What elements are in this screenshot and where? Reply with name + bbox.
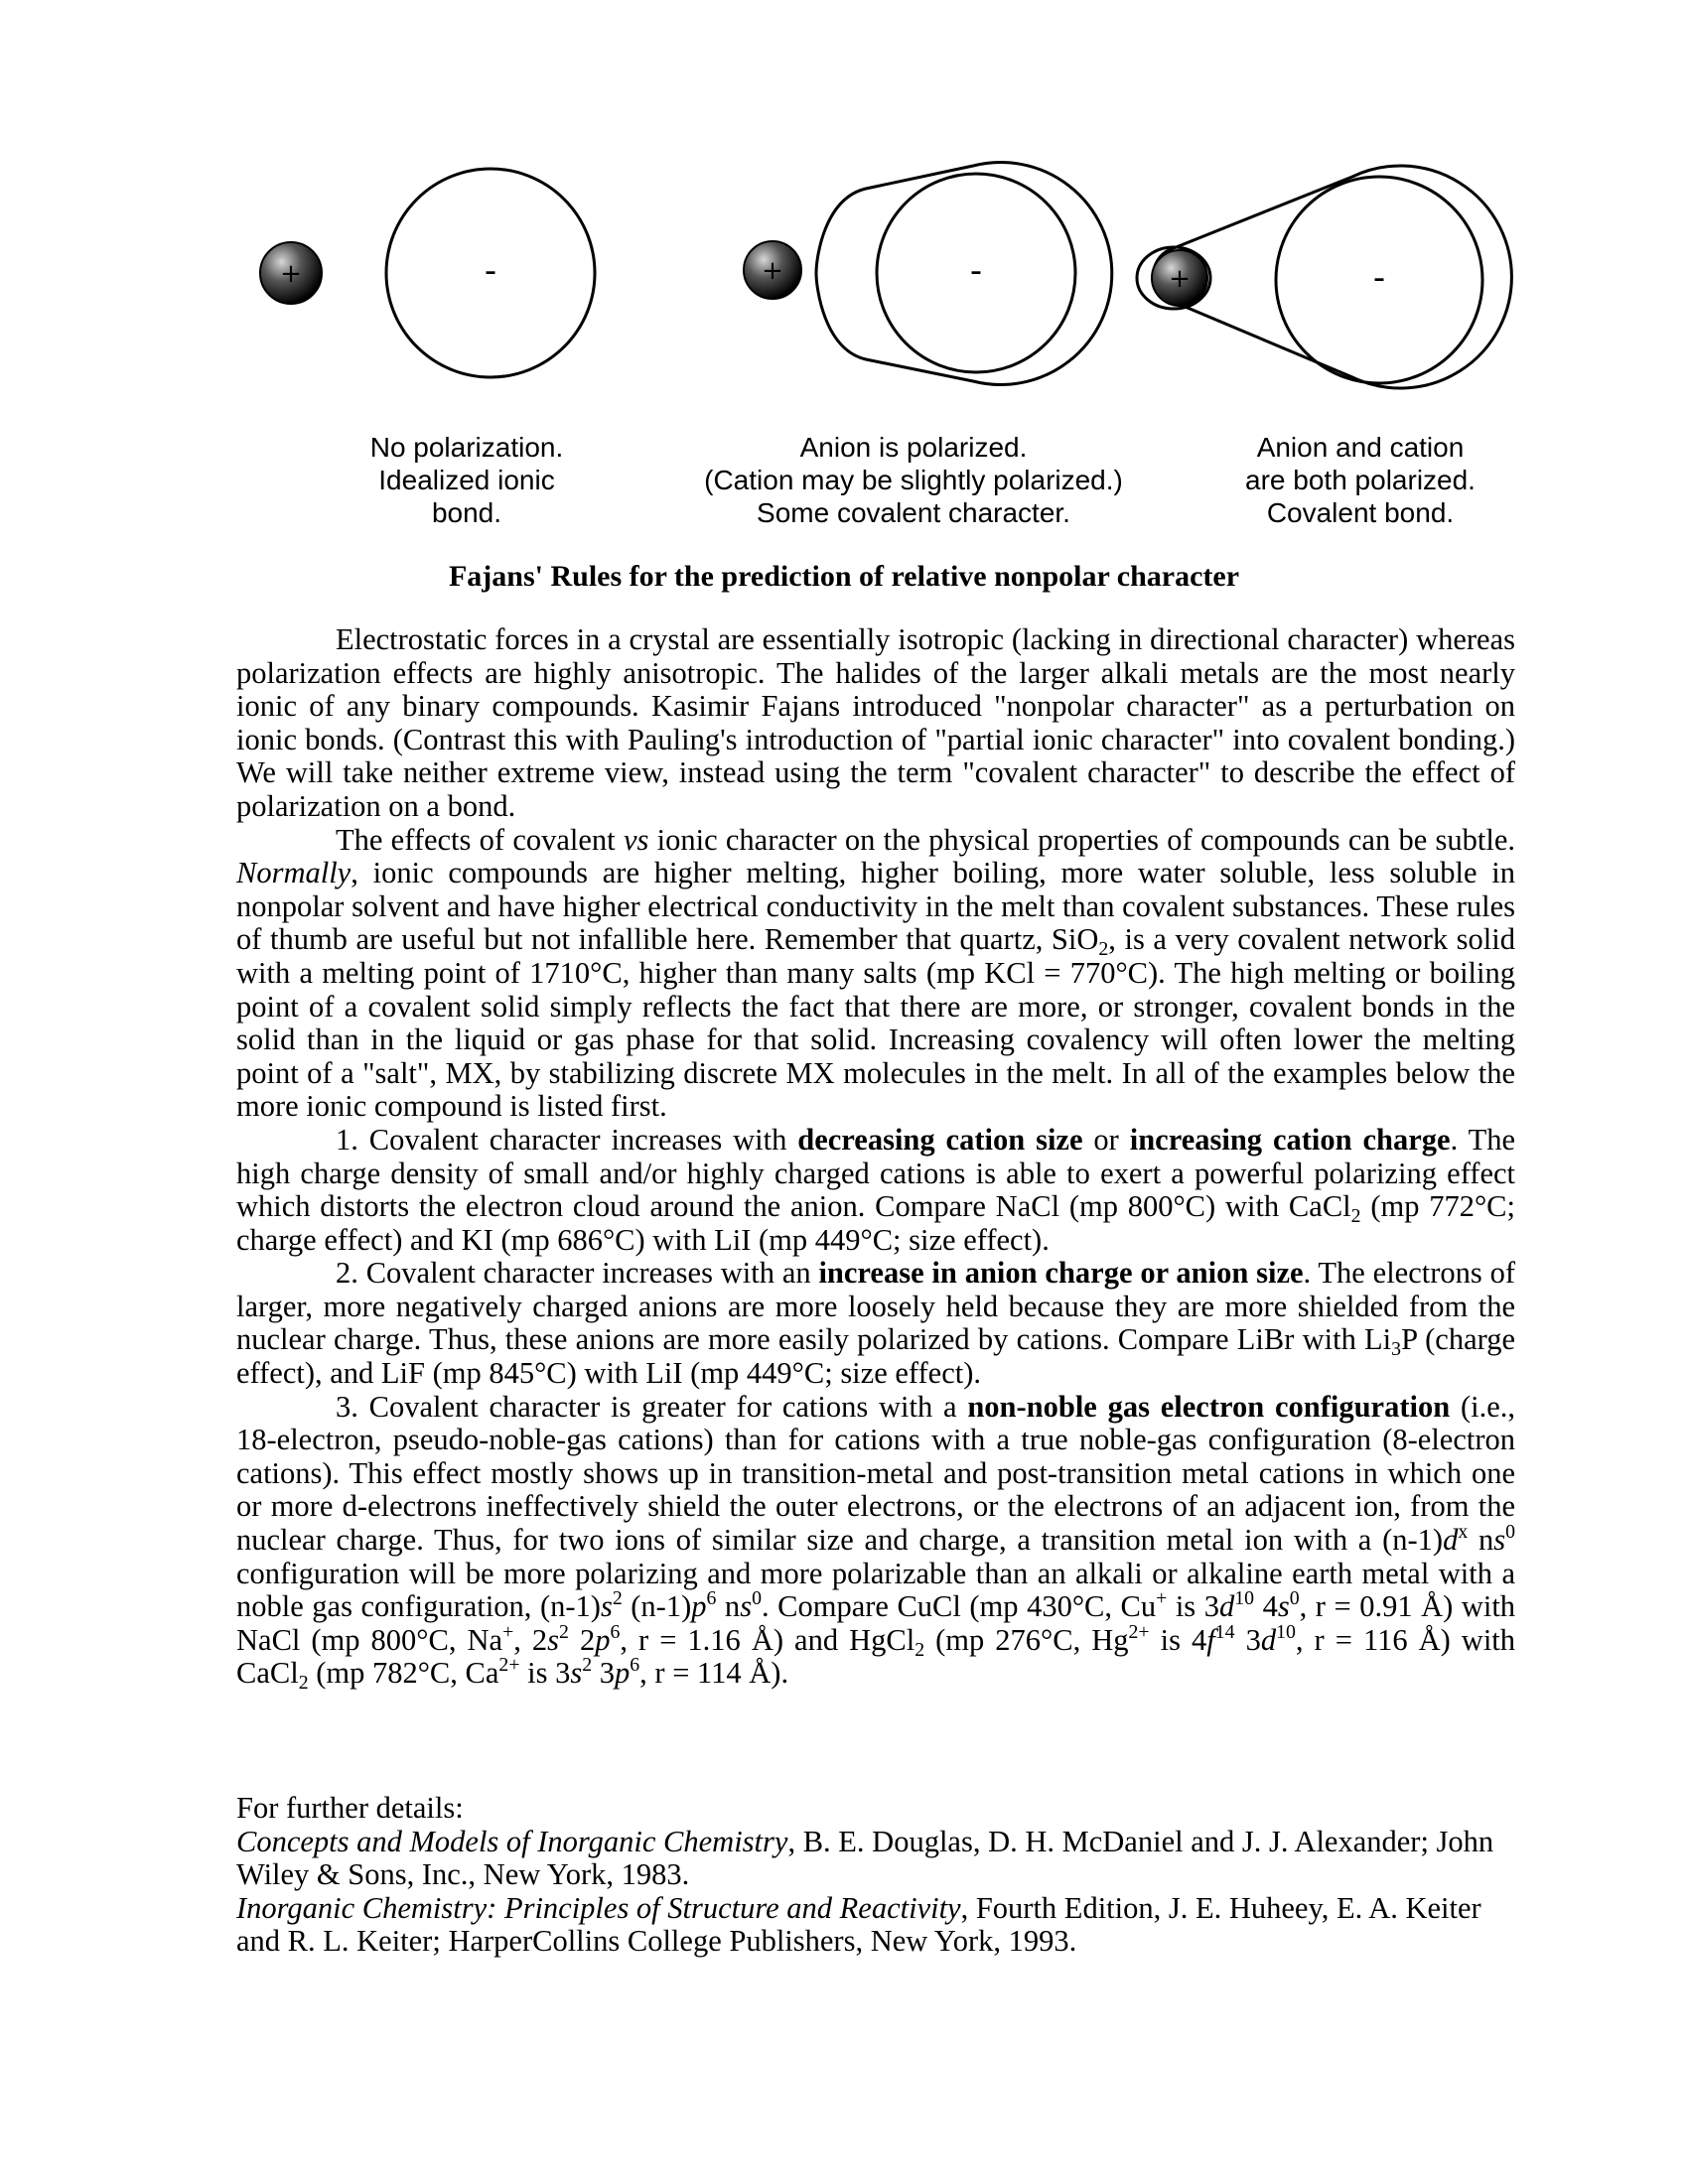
reference-2: Inorganic Chemistry: Principles of Structure and Reactivity, Fourth Edition, J. E. Huheey, E. A. Keiter and R. L. Keiter; HarperCollins College Publishers, New York, 1993. <box>236 1890 1481 1959</box>
paragraph-properties: The effects of covalent vs ionic character on the physical properties of compounds can be subtle. Normally, ionic compounds are higher melting, higher boiling, more water soluble, less soluble in nonpolar solvent and have higher electrical conductivity in the melt than covalent substances. These rules of thumb are useful but not infallible here. Remember that quartz, SiO$_2$, is a very covalent network solid with a melting point of 1710°C, higher than many salts (mp KCl = 770°C). The high melting or boiling point of a covalent solid simply reflects the fact that there are more, or stronger, covalent bonds in the solid than in the liquid or gas phase for that solid. Increasing covalency will often lower the melting point of a "salt", MX, by stabilizing discrete MX molecules in the melt. In all of the examples below the more ionic compound is listed first. <box>236 822 1516 1124</box>
paragraph-intro: Electrostatic forces in a crystal are essentially isotropic (lacking in directional character) whereas polarization effects are highly anisotropic. The halides of the larger alkali metals are the most nearly ionic of any binary compounds. Kasimir Fajans introduced "nonpolar character" as a perturbation on ionic bonds. (Contrast this with Pauling's introduction of "partial ionic character" into covalent bonding.) We will take neither extreme view, instead using the term "covalent character" to describe the effect of polarization on a bond. <box>236 622 1515 823</box>
polarized-anion-outline <box>816 163 1112 385</box>
caption-no-polarization: No polarization. Idealized ionic bond. <box>369 432 564 528</box>
reference-1: Concepts and Models of Inorganic Chemistry, B. E. Douglas, D. H. McDaniel and J. J. Alexander; John Wiley & Sons, Inc., New York, 1983. <box>236 1824 1494 1892</box>
rule-3: 3. Covalent character is greater for cations with a non-noble gas electron configuration (i.e., 18-electron, pseudo-noble-gas cations) than for cations with a true noble-gas configuration (8-electron cations). This effect mostly shows up in transition-metal and post-transition metal cations in which one or more d-electrons ineffectively shield the outer electrons, or the electrons of an adjacent ion, from the nuclear charge. Thus, for two ions of similar size and charge, a transition metal ion with a $(n-1)d^x$ $ns^0$ configuration will be more polarizing and more polarizable than an alkali or alkaline earth metal with a noble gas configuration, $(n-1)s^2$ $(n-1)p^6$ $ns^0$. Compare CuCl (mp 430°C, Cu+ is $3d^{10}$ $4s^0$, r = 0.91 Å) with NaCl (mp 800°C, Na+, $2s^2$ $2p^6$, r = 1.16 Å) and HgCl$_2$ (mp 276°C, $Hg^{2+}$ is $4f^{14}$ $3d^{10}$, r = 116 Å) with CaCl$_2$ (mp 782°C, $Ca^{2+}$ is $3s^2$ $3p^6$, r = 114 Å). <box>236 1389 1516 1695</box>
caption-both-polarized: Anion and cation are both polarized. Covalent bond. <box>1245 432 1476 528</box>
anion-sign: - <box>969 251 983 291</box>
panel-anion-polarized <box>744 163 1112 385</box>
panel-no-polarization <box>260 169 595 377</box>
rule-2: 2. Covalent character increases with an increase in anion charge or anion size. The electrons of larger, more negatively charged anions are more loosely held because they are more shielded from the nuclear charge. Thus, these anions are more easily polarized by cations. Compare LiBr with $Li_3P$ (charge effect), and LiF (mp 845°C) with LiI (mp 449°C; size effect). <box>236 1256 1515 1391</box>
cation-sign: + <box>280 259 302 289</box>
caption-anion-polarized: Anion is polarized. (Cation may be slightly polarized.) Some covalent character. <box>704 432 1123 528</box>
cation-sign: + <box>762 256 783 286</box>
polarization-figure <box>0 0 1688 437</box>
body-text <box>236 622 1516 1695</box>
references-heading: For further details: <box>236 1791 464 1825</box>
anion-sign: - <box>1372 258 1386 298</box>
references <box>236 1792 1515 1959</box>
anion-sign: - <box>484 251 497 291</box>
cation-sign: + <box>1169 264 1191 294</box>
page-title: Fajans' Rules for the prediction of relative nonpolar character <box>448 560 1240 593</box>
panel-both-polarized <box>1137 166 1511 388</box>
rule-1: 1. Covalent character increases with decreasing cation size or increasing cation charge. The high charge density of small and/or highly charged cations is able to exert a powerful polarizing effect which distorts the electron cloud around the anion. Compare NaCl (mp 800°C) with CaCl$_2$ (mp 772°C; charge effect) and KI (mp 686°C) with LiI (mp 449°C; size effect). <box>236 1122 1515 1257</box>
